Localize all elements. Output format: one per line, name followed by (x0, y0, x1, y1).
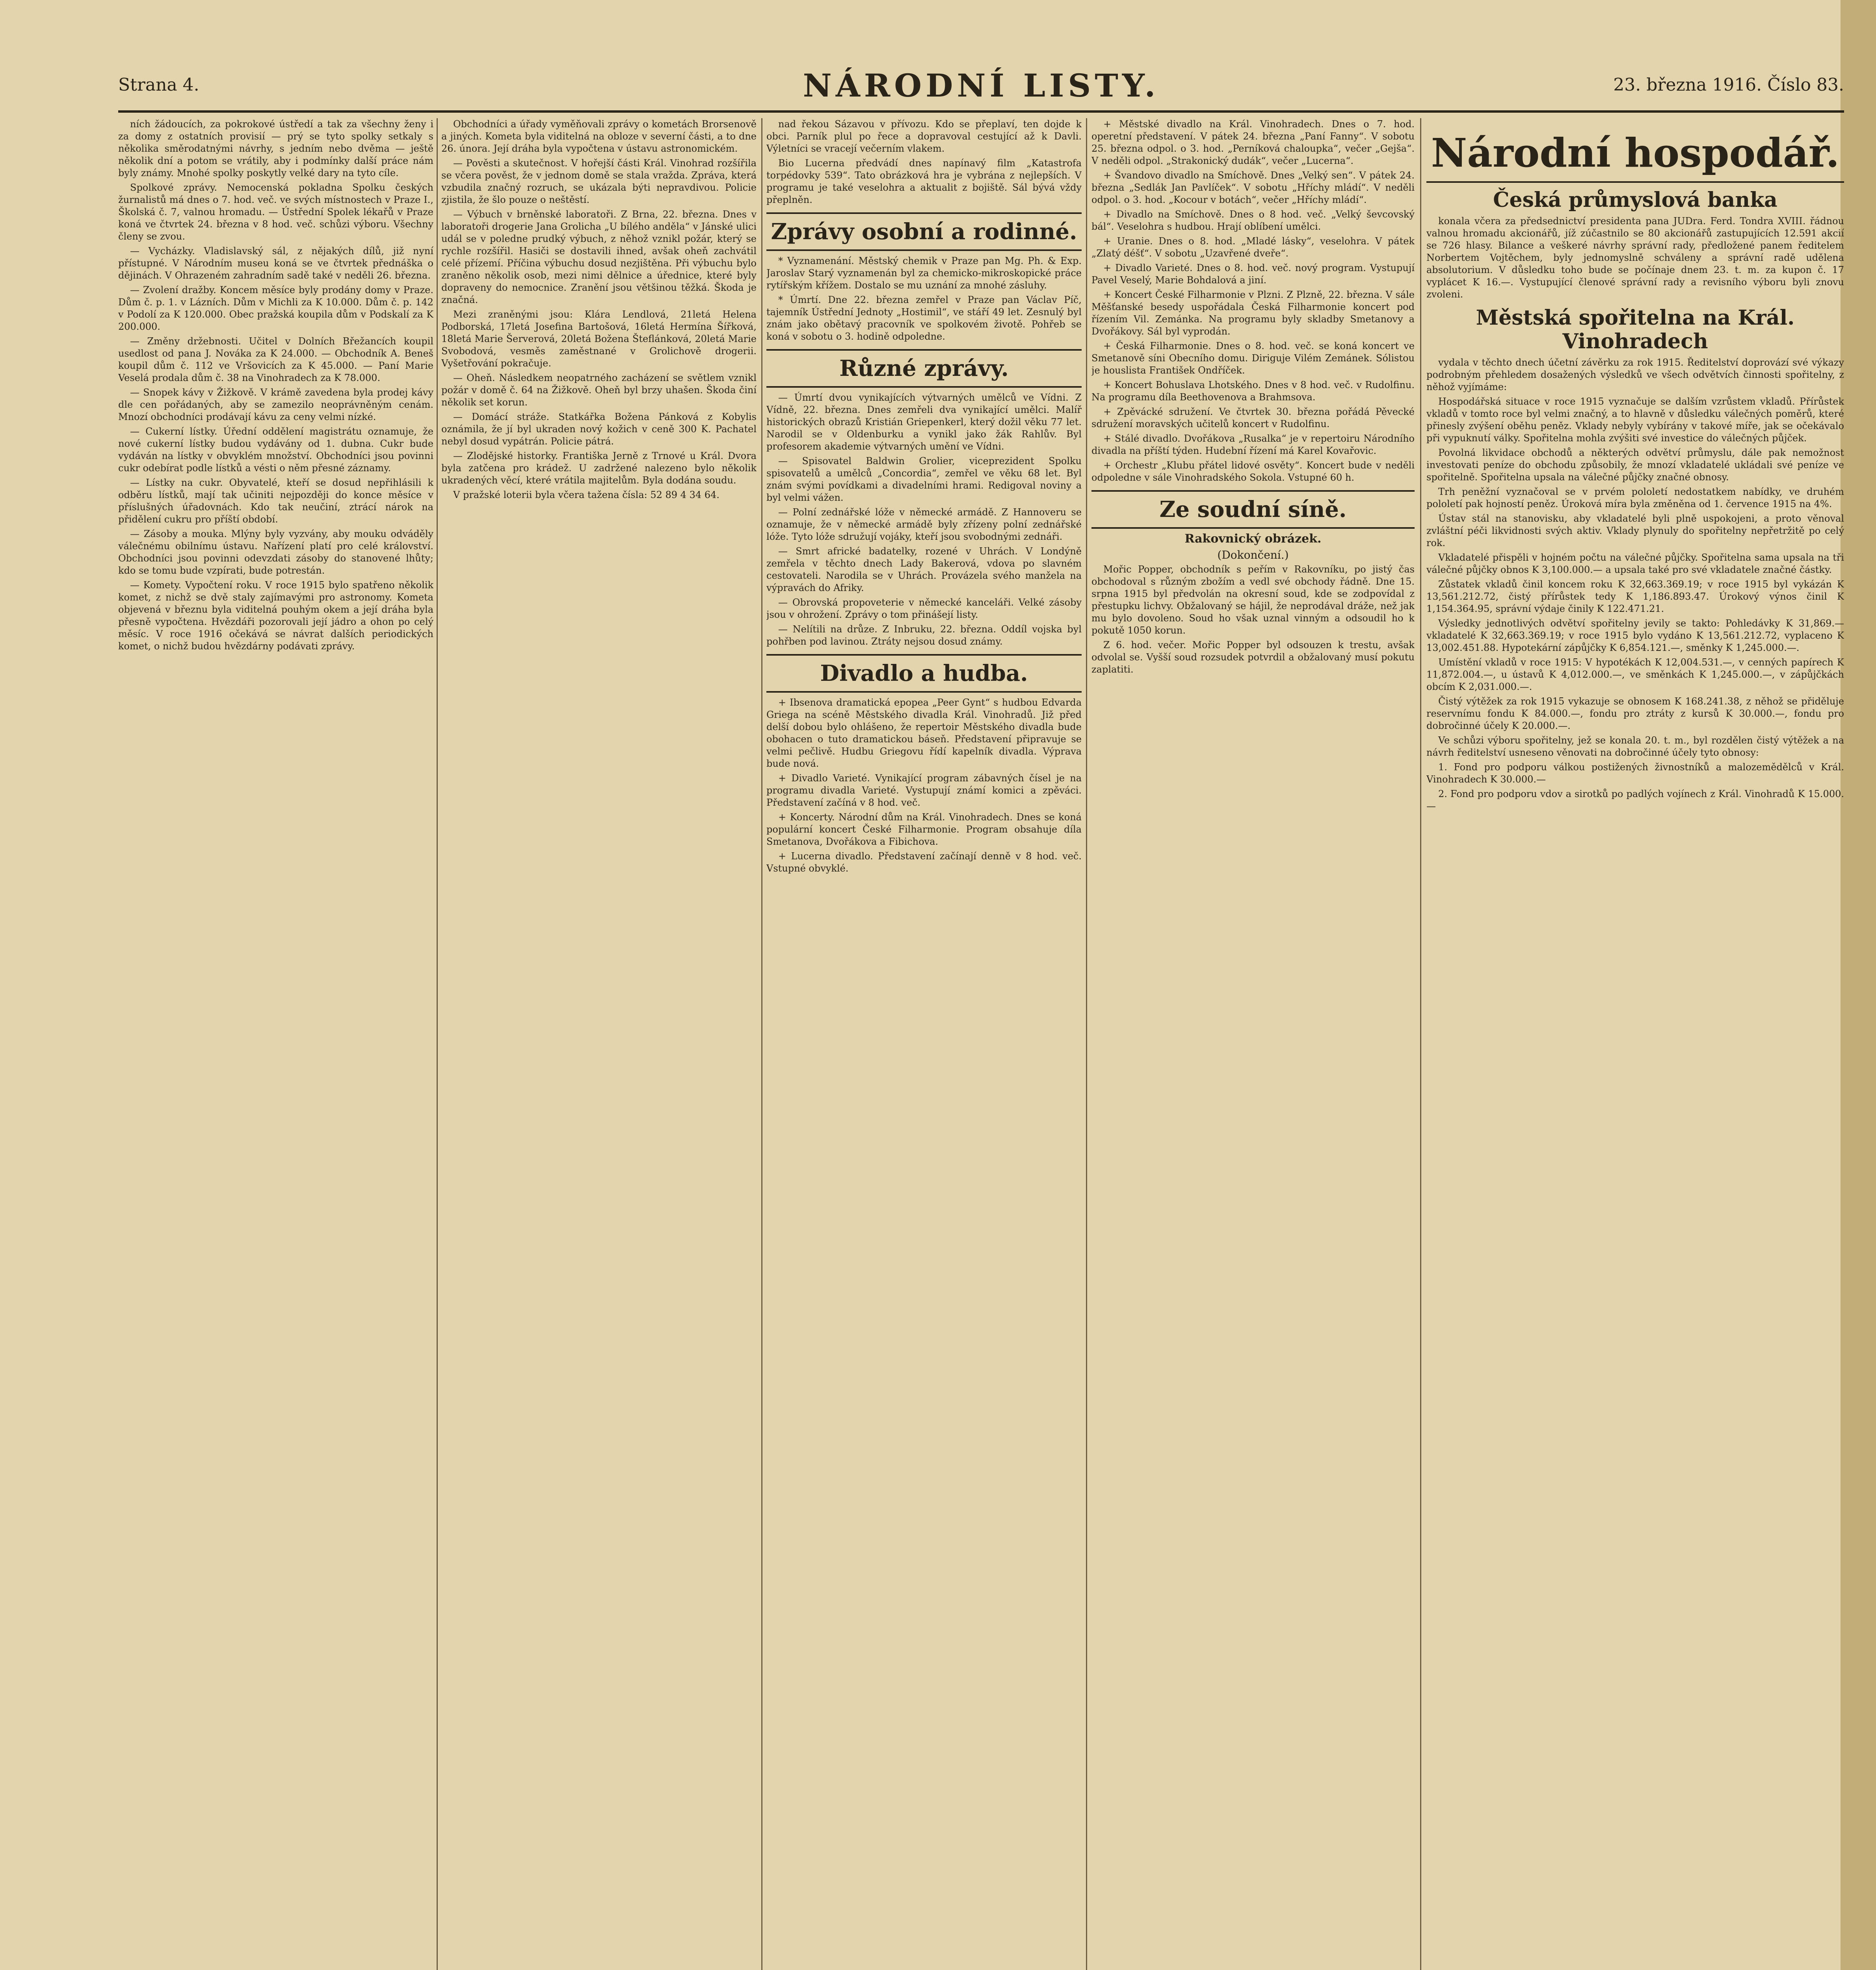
article-paragraph: + Divadlo na Smíchově. Dnes o 8 hod. več. „Velký ševcovský bál“. Veselohra s hudbou. Hrají oblíbení umělci. (1091, 209, 1415, 232)
article-paragraph: + Koncert České Filharmonie v Plzni. Z Plzně, 22. března. V sále Měšťanské besedy uspořádala Česká Filharmonie koncert pod řízením Vil. Zemánka. Na programu byly skladby Smetanovy a Dvořákovy. Sál byl vyprodán. (1091, 289, 1415, 337)
article-paragraph: V pražské loterii byla včera tažena čísla: 52 89 4 34 64. (453, 489, 720, 500)
article-paragraph: vydala v těchto dnech účetní závěrku za rok 1915. Ředitelství doprovází své výkazy podrobným přehledem dosažených výsledků ve všech odvětvích činnosti spořitelny, z něhož vyjímáme: (1426, 357, 1844, 392)
article-paragraph: — Zvolení dražby. Koncem měsíce byly prodány domy v Praze. Dům č. p. 1. v Lázních. Dům v Michli za K 10.000. Dům č. p. 142 v Podolí za K 120.000. Obec pražská koupila dům v Podskalí za K 200.000. (118, 284, 433, 332)
article-paragraph: — Snopek kávy v Žižkově. V krámě zavedena byla prodej kávy dle cen pořádaných, aby se zamezilo neoprávněným cenám. Mnozí obchodníci prodávají kávu za ceny velmi nízké. (118, 387, 433, 422)
article-paragraph: — Úmrtí dvou vynikajících výtvarných umělců ve Vídni. Z Vídně, 22. března. Dnes zemřeli dva vynikající umělci. Malíř historických obrazů Kristián Griepenkerl, který dožil věku 77 let. Narodil se v Oldenburku a vynikl jako žák Rahlův. Byl profesorem akademie výtvarných umění ve Vídni. (766, 392, 1082, 452)
article-paragraph: Mezi zraněnými jsou: Klára Lendlová, 21letá Helena Podborská, 17letá Josefina Bartošová, 16letá Hermína Šířková, 18letá Marie Šerverová, 20letá Božena Šteflánková, 20letá Marie Svobodová, vesměs zaměstnané v Grolichově drogerii. Vyšetřování pokračuje. (441, 309, 757, 369)
article-paragraph: — Obrovská propoveterie v německé kanceláři. Velké zásoby jsou v ohrožení. Zprávy o tom přinášejí listy. (766, 597, 1082, 620)
article-paragraph: + Švandovo divadlo na Smíchově. Dnes „Velký sen“. V pátek 24. března „Sedlák Jan Pavlíček“. V sobotu „Hříchy mládí“. V neděli odpol. o 3. hod. „Kocour v botách“, večer „Hříchy mládí“. (1091, 170, 1415, 205)
article-paragraph: Z 6. hod. večer. Mořic Popper byl odsouzen k trestu, avšak odvolal se. Vyšší soud rozsudek potvrdil a obžalovaný musí pokutu zaplatiti. (1091, 639, 1415, 675)
section-heading: Různé zprávy. (766, 349, 1082, 388)
article-paragraph: + Stálé divadlo. Dvořákova „Rusalka“ je v repertoiru Národního divadla na příští týden. Hudební řízení má Karel Kovařovic. (1091, 433, 1415, 456)
article-paragraph: Vkladatelé přispěli v hojném počtu na válečné půjčky. Spořitelna sama upsala na tři válečné půjčky obnos K 3,100.000.— a upsala také pro své vkladatele značné částky. (1426, 552, 1844, 575)
issue-date: 23. března 1916. Číslo 83. (1613, 75, 1844, 95)
article-paragraph: + Ibsenova dramatická epopea „Peer Gynt“ s hudbou Edvarda Griega na scéně Městského divadla Král. Vinohradů. Již před delší dobou bylo ohlášeno, že repertoir Městského divadla bude obohacen o tuto dramatickou báseň. Představení připravuje se velmi pečlivě. Hudbu Griegovu řídí kapelník divadla. Výprava bude nová. (766, 697, 1082, 769)
section-heading: Ze soudní síně. (1091, 490, 1415, 529)
article-paragraph: * Vyznamenání. Městský chemik v Praze pan Mg. Ph. & Exp. Jaroslav Starý vyznamenán byl za chemicko-mikroskopické práce rytířským křížem. Dostalo se mu uznání za mnohé zásluhy. (766, 255, 1082, 291)
column-rule (761, 118, 762, 1970)
article-paragraph: + Česká Filharmonie. Dnes o 8. hod. več. se koná koncert ve Smetanově síni Obecního domu. Diriguje Vilém Zemánek. Sólistou je houslista František Ondříček. (1091, 340, 1415, 376)
page-number: Strana 4. (118, 75, 199, 95)
article-heading: Česká průmyslová banka (1493, 188, 1777, 212)
column-rule (1086, 118, 1087, 1970)
article-paragraph: Povolná likvidace obchodů a některých odvětví průmyslu, dále pak nemožnost investovati peníze do obchodu způsobily, že mnozí vkladatelé ukládali své peníze ve spořitelně. Spořitelna upsala na válečné půjčky značné obnosy. (1426, 447, 1844, 483)
article-paragraph: — Vycházky. Vladislavský sál, z nějakých dílů, již nyní přístupné. V Národním museu koná se ve čtvrtek přednáška o dějinách. V Ohrazeném zahradním sadě také v neděli 26. března. (118, 245, 433, 281)
article-paragraph: — Pověsti a skutečnost. V hořejší části Král. Vinohrad rozšířila se včera pověst, že v jednom domě se stala vražda. Zpráva, která vzbudila značný rozruch, se ukázala býti nepravdivou. Policie zjistila, že šlo pouze o neštěstí. (441, 158, 757, 205)
article-paragraph: + Uranie. Dnes o 8. hod. „Mladé lásky“, veselohra. V pátek „Zlatý déšť“. V sobotu „Uzavřené dveře“. (1091, 236, 1415, 259)
article-paragraph: + Koncerty. Národní dům na Král. Vinohradech. Dnes se koná populární koncert České Filharmonie. Program obsahuje díla Smetanova, Dvořákova a Fibichova. (766, 812, 1082, 847)
masthead-title: NÁRODNÍ LISTY. (803, 67, 1160, 104)
article-paragraph: Umístění vkladů v roce 1915: V hypotékách K 12,004.531.—, v cenných papírech K 11,872.004.—, u ústavů K 4,012.000.—, ve směnkách K 1,245.000.—, v zápůjčkách obcím K 2,031.000.—. (1426, 657, 1844, 692)
article-subtitle: Rakovnický obrázek. (1184, 532, 1322, 546)
column-rule (437, 118, 438, 1970)
column-1 (118, 118, 433, 1970)
article-paragraph: + Divadlo Varieté. Vynikající program zábavných čísel je na programu divadla Varieté. Vystupují známí komici a zpěváci. Představení začíná v 8 hod. več. (766, 773, 1082, 808)
article-paragraph: Ústav stál na stanovisku, aby vkladatelé byli plně uspokojeni, a proto věnoval zvláštní péči likvidnosti svých aktiv. Vklady plynuly do spořitelny nepřetržitě po celý rok. (1426, 513, 1844, 548)
article-paragraph: — Lístky na cukr. Obyvatelé, kteří se dosud nepřihlásili k odběru lístků, mají tak učiniti nejpozději do konce měsíce v příslušných úřadovnách. Kdo tak neučiní, ztrácí nárok na přidělení cukru pro příští období. (118, 477, 433, 525)
article-paragraph: Čistý výtěžek za rok 1915 vykazuje se obnosem K 168.241.38, z něhož se přiděluje reservnímu fondu K 84.000.—, fondu pro ztráty z kursů K 30.000.—, fondu pro dobročinné účely K 20.000.—. (1426, 696, 1844, 731)
column-3 (766, 118, 1082, 1970)
article-paragraph: Výsledky jednotlivých odvětví spořitelny jevily se takto: Pohledávky K 31,869.— vkladatelé K 32,663.369.19; v roce 1915 bylo vydáno K 13,561.212.72, vyplaceno K 13,002.451.88. Hypotekární zápůjčky K 6,854.121.—, směnky K 1,245.000.—. (1426, 618, 1844, 653)
article-paragraph: — Zlodějské historky. Františka Jerně z Trnové u Král. Dvora byla zatčena pro krádež. U zadržené nalezeno bylo několik ukradených věcí, které vrátila majitelům. Byla dodána soudu. (441, 450, 757, 486)
article-paragraph: — Domácí stráže. Statkářka Božena Pánková z Kobylis oznámila, že jí byl ukraden nový kožich v ceně 300 K. Pachatel nebyl dosud vypátrán. Policie pátrá. (441, 411, 757, 447)
page-header (118, 67, 1844, 113)
article-paragraph: konala včera za předsednictví presidenta pana JUDra. Ferd. Tondra XVIII. řádnou valnou hromadu akcionářů, jíž zúčastnilo se 80 akcionářů zastupujících 12.591 akcií se 726 hlasy. Bilance a veškeré návrhy správní rady, předložené panem ředitelem Norbertem Vojtěchem, byly jednomyslně schváleny a správní radě udělena absolutorium. V důsledku toho bude se počínaje dnem 23. t. m. za kupon č. 17 vyplácet K 16.—. Vystupující členové správní rady a revisního výboru byli znovu zvoleni. (1426, 216, 1844, 300)
section-heading: Divadlo a hudba. (766, 654, 1082, 693)
article-note: (Dokončení.) (1217, 548, 1289, 561)
article-paragraph: — Zásoby a mouka. Mlýny byly vyzvány, aby mouku odváděly válečnému obilnímu ústavu. Nařízení platí pro celé království. Obchodníci jsou povinni odevzdati zásoby do stanovené lhůty; kdo se tomu bude vzpírati, bude potrestán. (118, 528, 433, 576)
article-paragraph: + Divadlo Varieté. Dnes o 8. hod. več. nový program. Vystupují Pavel Veselý, Marie Bohdalová a jiní. (1091, 262, 1415, 286)
article-paragraph: nad řekou Sázavou v přívozu. Kdo se přeplaví, ten dojde k obci. Parník plul po řece a dopravoval cestující až k Davli. Výletníci se vracejí večerním vlakem. (766, 119, 1082, 154)
article-paragraph: Trh peněžní vyznačoval se v prvém pololetí nedostatkem nabídky, ve druhém pololetí pak hojností peněz. Úroková míra byla změněna od 1. července 1915 na 4%. (1426, 486, 1844, 509)
column-4 (1091, 118, 1415, 1970)
article-paragraph: — Komety. Vypočtení roku. V roce 1915 bylo spatřeno několik komet, z nichž se dvě staly zajímavými pro astronomy. Kometa objevená v březnu byla viditelná pouhým okem a její dráha byla přesně vypočtena. Hvězdáři pozorovali její jádro a ohon po celý měsíc. V roce 1916 očekává se návrat dalších periodických komet, o nichž budou hvězdárny podávati zprávy. (118, 580, 433, 652)
section-heading: Národní hospodář. (1426, 125, 1844, 183)
paper-edge-right (1841, 0, 1876, 1970)
article-paragraph: Zůstatek vkladů činil koncem roku K 32,663.369.19; v roce 1915 byl vykázán K 13,561.212.72, čistý přírůstek tedy K 1,186.893.47. Úrokový výnos činil K 1,154.364.95, správní výdaje činily K 122.471.21. (1426, 579, 1844, 614)
article-paragraph: Spolkové zprávy. Nemocenská pokladna Spolku českých žurnalistů má dnes o 7. hod. več. ve svých místnostech v Praze I., Školská č. 7, valnou hromadu. — Ústřední Spolek lékařů v Praze koná ve čtvrtek 24. března v 8 hod. več. schůzi výboru. Všechny členy se zvou. (118, 182, 433, 242)
column-2 (441, 118, 757, 1970)
article-paragraph: + Městské divadlo na Král. Vinohradech. Dnes o 7. hod. operetní představení. V pátek 24. března „Paní Fanny“. V sobotu 25. března odpol. o 3. hod. „Perníková chaloupka“, večer „Gejša“. V neděli odpol. „Strakonický dudák“, večer „Lucerna“. (1091, 119, 1415, 166)
article-paragraph: — Spisovatel Baldwin Grolier, viceprezident Spolku spisovatelů a umělců „Concordia“, zemřel ve věku 68 let. Byl znám svými povídkami a divadelními hrami. Redigoval noviny a byl velmi vážen. (766, 455, 1082, 503)
article-heading: Městská spořitelna na Král. Vinohradech (1476, 306, 1795, 353)
article-paragraph: * Úmrtí. Dne 22. března zemřel v Praze pan Václav Píč, tajemník Ústřední Jednoty „Hostimil“, ve stáří 49 let. Zesnulý byl znám jako obětavý pracovník ve spolkovém životě. Pohřeb se koná v sobotu o 3. hodině odpoledne. (766, 294, 1082, 342)
article-paragraph: Hospodářská situace v roce 1915 vyznačuje se dalším vzrůstem vkladů. Přírůstek vkladů v tomto roce byl velmi značný, a to hlavně v důsledku válečných poměrů, které přinesly zvýšení oběhu peněz. Vklady nebyly vybírány v takové míře, jak se očekávalo při vypuknutí války. Spořitelna mohla zvýšiti své investice do válečných půjček. (1426, 396, 1844, 444)
article-paragraph: + Orchestr „Klubu přátel lidové osvěty“. Koncert bude v neděli odpoledne v sále Vinohradského Sokola. Vstupné 60 h. (1091, 460, 1415, 483)
article-paragraph: ních žádoucích, za pokrokové ústředí a tak za všechny ženy i za domy z ostatních provisií — prý se tyto spolky setkaly s několika směrodatnými návrhy, s jedním nebo dvěma — ještě několik dní a potom se vrátily, aby i podmínky další práce nám byly známy. Mnohé spolky poskytly velké dary na tyto cíle. (118, 119, 433, 178)
article-paragraph: — Změny držebnosti. Učitel v Dolních Břežancích koupil usedlost od pana J. Nováka za K 24.000. — Obchodník A. Beneš koupil dům č. 112 ve Vršovicích za K 45.000. — Paní Marie Veselá prodala dům č. 38 na Vinohradech za K 78.000. (118, 336, 433, 383)
article-paragraph: Obchodníci a úřady vyměňovali zprávy o kometách Brorsenově a jiných. Kometa byla viditelná na obloze v severní části, a to dne 26. února. Její dráha byla vypočtena v ústavu astronomickém. (441, 119, 757, 154)
article-paragraph: + Koncert Bohuslava Lhotského. Dnes v 8 hod. več. v Rudolfinu. Na programu díla Beethovenova a Brahmsova. (1091, 379, 1415, 403)
section-heading: Zprávy osobní a rodinné. (766, 212, 1082, 251)
article-paragraph: 2. Fond pro podporu vdov a sirotků po padlých vojínech z Král. Vinohradů K 15.000.— (1426, 788, 1844, 812)
article-paragraph: + Zpěvácké sdružení. Ve čtvrtek 30. března pořádá Pěvecké sdružení moravských učitelů koncert v Rudolfinu. (1091, 406, 1415, 429)
article-paragraph: — Smrt africké badatelky, rozené v Uhrách. V Londýně zemřela v těchto dnech Lady Bakerová, vdova po slavném cestovateli. Narodila se v Uhrách. Provázela svého manžela na výpravách do Afriky. (766, 546, 1082, 593)
article-paragraph: — Polní zednářské lóže v německé armádě. Z Hannoveru se oznamuje, že v německé armádě byly zřízeny polní zednářské lóže. Tyto lóže sdružují vojáky, kteří jsou svobodnými zednáři. (766, 507, 1082, 542)
article-paragraph: — Výbuch v brněnské laboratoři. Z Brna, 22. března. Dnes v laboratoři drogerie Jana Grolicha „U bílého anděla“ v Jánské ulici udál se v poledne prudký výbuch, z něhož vznikl požár, který se rychle rozšířil. Hasiči se dostavili ihned, avšak oheň zachvátil celé přízemí. Příčina výbuchu dosud nezjištěna. Při výbuchu bylo zraněno několik osob, mezi nimi dělnice a úřednice, které byly dopraveny do nemocnice. Zranění jsou většinou těžká. Škoda je značná. (441, 209, 757, 305)
article-paragraph: Mořic Popper, obchodník s peřím v Rakovníku, po jistý čas obchodoval s různým zbožím a vedl své obchody řádně. Dne 15. srpna 1915 byl předvolán na okresní soud, kde se zodpovídal z přestupku lichvy. Obžalovaný se hájil, že neprodával dráže, než jak mu bylo dovoleno. Soud ho však uznal vinným a odsoudil ho k pokutě 1050 korun. (1091, 564, 1415, 636)
article-paragraph: Ve schůzi výboru spořitelny, jež se konala 20. t. m., byl rozdělen čistý výtěžek a na návrh ředitelství usneseno věnovati na dobročinné účely tyto obnosy: (1426, 735, 1844, 758)
article-paragraph: + Lucerna divadlo. Představení začínají denně v 8 hod. več. Vstupné obvyklé. (766, 851, 1082, 874)
article-paragraph: — Oheň. Následkem neopatrného zacházení se světlem vznikl požár v domě č. 64 na Žižkově. Oheň byl brzy uhašen. Škoda činí několik set korun. (441, 372, 757, 408)
article-paragraph: Bio Lucerna předvádí dnes napínavý film „Katastrofa torpédovky 539“. Tato obrázková hra je vybrána z nejlepších. V programu je také veselohra a aktualit z bojiště. Sál bývá vždy přeplněn. (766, 158, 1082, 205)
column-5 (1426, 118, 1844, 1970)
article-paragraph: — Cukerní lístky. Úřední oddělení magistrátu oznamuje, že nové cukerní lístky budou vydávány od 1. dubna. Cukr bude vydáván na lístky v obvyklém množství. Obchodníci jsou povinni cukr odebírat podle lístků a vésti o něm přesné záznamy. (118, 426, 433, 474)
column-rule (1420, 118, 1421, 1970)
article-paragraph: 1. Fond pro podporu válkou postižených živnostníků a malozemědělců v Král. Vinohradech K 30.000.— (1426, 762, 1844, 785)
article-paragraph: — Nelítili na drůze. Z Inbruku, 22. března. Oddíl vojska byl pohřben pod lavinou. Ztráty nejsou dosud známy. (766, 624, 1082, 647)
